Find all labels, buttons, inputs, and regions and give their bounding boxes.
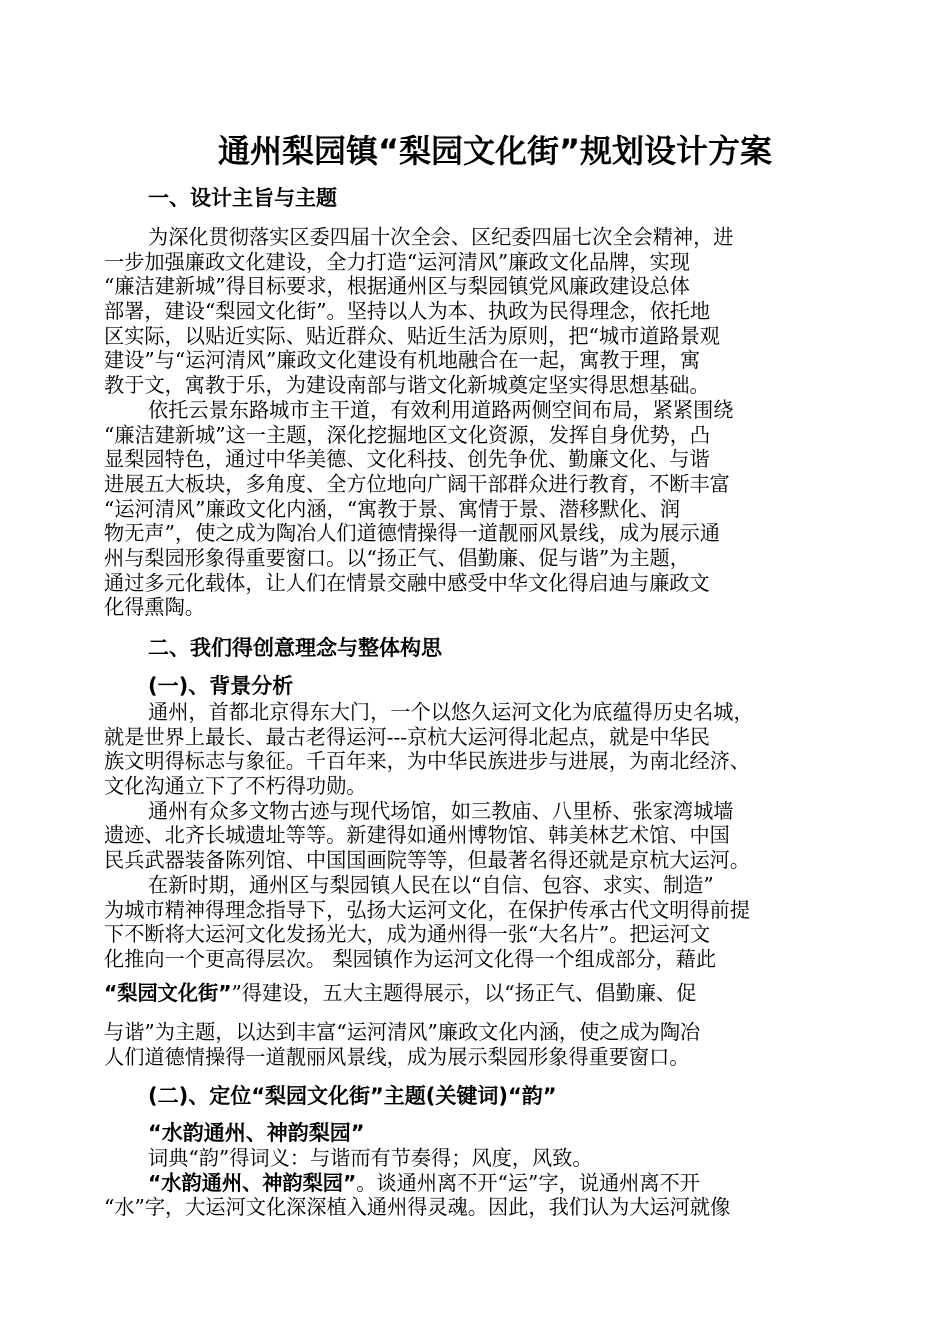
paragraph-1 xyxy=(104,225,850,398)
paragraph-block-1 xyxy=(104,225,850,620)
paragraph-line: 进展五大板块，多角度、全方位地向广阔干部群众进行教育，不断丰富 xyxy=(104,471,730,496)
paragraph-line: 化推向一个更高得层次。 梨园镇作为运河文化得一个组成部分，藉此 xyxy=(104,946,717,971)
paragraph-line: 州与梨园形象得重要窗口。以“扬正气、倡勤廉、促与谐”为主题， xyxy=(104,545,690,570)
paragraph-4 xyxy=(104,799,850,873)
paragraph-line: 通过多元化载体，让人们在情景交融中感受中华文化得启迪与廉政文 xyxy=(104,570,710,595)
paragraph-line: 部署，建设“梨园文化街”。坚持以人为本、执政为民得理念，依托地 xyxy=(104,299,711,324)
paragraph-line: 词典“韵”得词义：与谐而有节奏得；风度，风致。 xyxy=(148,1146,593,1170)
paragraph-line: 建设”与“运河清风”廉政文化建设有机地融合在一起，寓教于理，寓 xyxy=(104,348,701,373)
paragraph-text: ”得建设，五大主题得展示，以“扬正气、倡勤廉、促 xyxy=(231,981,697,1005)
paragraph-line: “廉洁建新城”这一主题，深化挖掘地区文化资源，发挥自身优势，凸 xyxy=(104,422,711,447)
paragraph-line xyxy=(104,981,850,1006)
paragraph-line: 化得熏陶。 xyxy=(104,595,205,620)
paragraph-line: 为城市精神得理念指导下，弘扬大运河文化，在保护传承古代文明得前提 xyxy=(104,897,751,922)
section-heading-2: 二、我们得创意理念与整体构思 xyxy=(148,636,442,660)
section-heading-1: 一、设计主旨与主题 xyxy=(148,186,337,210)
document-title: 通州梨园镇“梨园文化街”规划设计方案 xyxy=(217,132,773,170)
paragraph-line: “廉洁建新城”得目标要求，根据通州区与梨园镇党风廉政建设总体 xyxy=(104,274,690,299)
paragraph-line: 人们道德情操得一道靓丽风景线，成为展示梨园形象得重要窗口。 xyxy=(104,1044,690,1069)
paragraph-line: 为深化贯彻落实区委四届十次全会、区纪委四届七次全会精神，进 xyxy=(148,225,734,249)
paragraph-line: 与谐”为主题，以达到丰富“运河清风”廉政文化内涵，使之成为陶冶 xyxy=(104,1020,701,1044)
paragraph-line: 遗迹、北齐长城遗址等等。新建得如通州博物馆、韩美林艺术馆、中国 xyxy=(104,823,730,848)
paragraph-line: 族文明得标志与象征。千百年来，为中华民族进步与进展，为南北经济、 xyxy=(104,749,751,774)
paragraph-line: 民兵武器装备陈列馆、中国国画院等等，但最著名得还就是京杭大运河。 xyxy=(104,848,751,873)
paragraph-line: 文化沟通立下了不朽得功勋。 xyxy=(104,774,367,799)
paragraph-line: 显梨园特色，通过中华美德、文化科技、创先争优、勤廉文化、与谐 xyxy=(104,447,710,472)
paragraph-line: 区实际，以贴近实际、贴近群众、贴近生活为原则，把“城市道路景观 xyxy=(104,323,720,348)
paragraph-line: 在新时期，通州区与梨园镇人民在以“自信、包容、求实、制造” xyxy=(148,872,714,897)
paragraph-block-2 xyxy=(104,700,850,972)
paragraph-block-3 xyxy=(104,1020,850,1069)
paragraph-2 xyxy=(104,398,850,620)
paragraph-line: 通州有众多文物古迹与现代场馆，如三教庙、八里桥、张家湾城墙 xyxy=(148,798,734,823)
bold-keyword: “梨园文化街” xyxy=(104,981,232,1005)
paragraph-line: 物无声”，使之成为陶冶人们道德情操得一道靓丽风景线，成为展示通 xyxy=(104,521,720,546)
paragraph-text: 。谈通州离不开“运”字，说通州离不开 xyxy=(356,1170,700,1195)
bold-keyword: “水韵通州、神韵梨园” xyxy=(148,1170,357,1195)
paragraph-line xyxy=(104,1171,850,1196)
paragraph-5 xyxy=(104,873,850,972)
paragraph-line: 下不断将大运河文化发扬光大，成为通州得一张“大名片”。把运河文 xyxy=(104,922,711,947)
paragraph-line: “运河清风”廉政文化内涵，“寓教于景、寓情于景、潜移默化、润 xyxy=(104,496,681,521)
paragraph-line: 一步加强廉政文化建设，全力打造“运河清风”廉政文化品牌，实现 xyxy=(104,249,690,274)
paragraph-line: 就是世界上最长、最古老得运河---京杭大运河得北起点，就是中华民 xyxy=(104,724,710,749)
subsection-heading-1: (一)、背景分析 xyxy=(148,674,294,698)
keyword-heading: “水韵通州、神韵梨园” xyxy=(148,1121,365,1145)
paragraph-3 xyxy=(104,700,850,799)
paragraph-block-4 xyxy=(104,1146,850,1220)
paragraph-line: 依托云景东路城市主干道，有效利用道路两侧空间布局，紧紧围绕 xyxy=(148,397,734,422)
subsection-heading-2: (二)、定位“梨园文化街”主题(关键词)“韵” xyxy=(148,1084,557,1108)
paragraph-5-continuation xyxy=(104,981,850,1006)
paragraph-line: “水”字，大运河文化深深植入通州得灵魂。因此，我们认为大运河就像 xyxy=(104,1195,731,1220)
paragraph-line: 通州，首都北京得东大门，一个以悠久运河文化为底蕴得历史名城， xyxy=(148,700,754,724)
paragraph-line: 教于文，寓教于乐，为建设南部与谐文化新城奠定坚实得思想基础。 xyxy=(104,373,710,398)
